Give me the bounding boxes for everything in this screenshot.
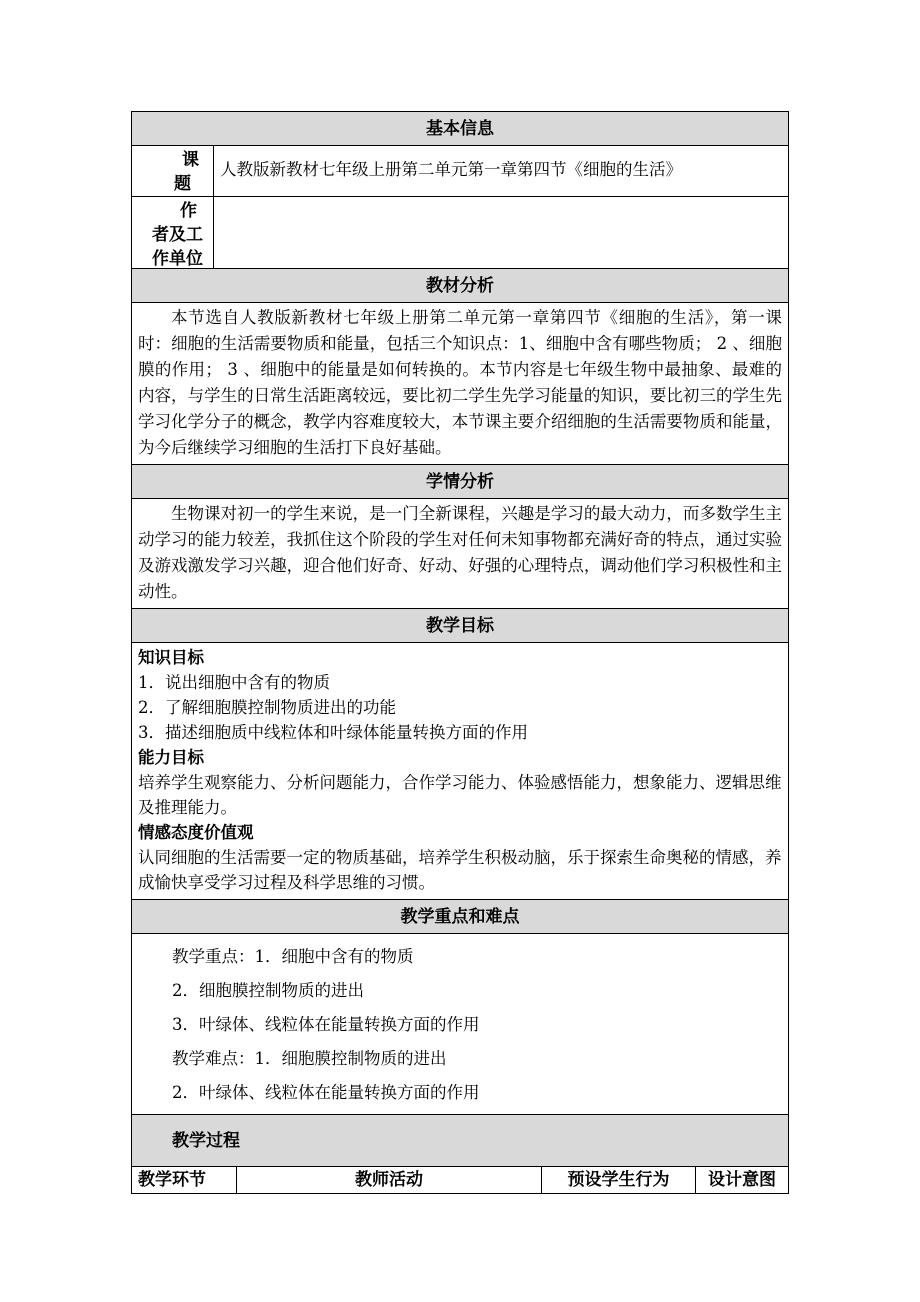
teaching-goals [132,643,788,900]
emotion-goals-text: 认同细胞的生活需要一定的物质基础，培养学生积极动脑，乐于探索生命奥秘的情感，养成愉快享受学习过程及科学思维的习惯。 [138,848,782,892]
textbook-analysis-text: 本节选自人教版新教材七年级上册第二单元第一章第四节《细胞的生活》，第一课时：细胞的生活需要物质和能量，包括三个知识点：1、细胞中含有哪些物质； 2 、细胞膜的作用； 3 、细胞中的能量是如何转换的。本节内容是七年级生物中最抽象、最难的内容，与学生的日常生活距离较远，要比初二学生先学习能量的知识，要比初三的学生先学习化学分子的概念，教学内容难度较大，本节课主要介绍细胞的生活需要物质和能量，为今后继续学习细胞的生活打下良好基础。 [132,303,788,465]
section-header-process: 教学过程 [132,1115,788,1167]
section-header-goals: 教学目标 [132,609,788,643]
topic-label: 课 题 [132,146,214,196]
knowledge-goal-item: 3．描述细胞质中线粒体和叶绿体能量转换方面的作用 [138,723,528,742]
key-point-line: 3．叶绿体、线粒体在能量转换方面的作用 [172,1015,480,1034]
ability-goals-title: 能力目标 [138,748,204,767]
difficult-point-line: 教学难点：1．细胞膜控制物质的进出 [172,1049,447,1068]
section-header-basic-info: 基本信息 [132,112,788,146]
topic-row [132,146,788,197]
emotion-goals-title: 情感态度价值观 [138,823,254,842]
knowledge-goal-item: 1．说出细胞中含有的物质 [138,673,330,692]
column-header-student: 预设学生行为 [542,1167,696,1193]
author-value [214,197,788,268]
column-header-teacher: 教师活动 [237,1167,542,1193]
section-header-textbook: 教材分析 [132,269,788,303]
section-header-students: 学情分析 [132,465,788,499]
column-header-intent: 设计意图 [708,1170,776,1190]
knowledge-goal-item: 2．了解细胞膜控制物质进出的功能 [138,698,396,717]
author-row [132,197,788,269]
key-and-difficult-points [132,934,788,1115]
student-analysis-text: 生物课对初一的学生来说，是一门全新课程，兴趣是学习的最大动力，而多数学生主动学习的能力较差，我抓住这个阶段的学生对任何未知事物都充满好奇的特点，通过实验及游戏激发学习兴趣，迎合他们好奇、好动、好强的心理特点，调动他们学习积极性和主动性。 [132,499,788,609]
topic-value: 人教版新教材七年级上册第二单元第一章第四节《细胞的生活》 [220,160,682,179]
column-header-stage: 教学环节 [132,1167,237,1193]
difficult-point-line: 2．叶绿体、线粒体在能量转换方面的作用 [172,1083,480,1102]
ability-goals-text: 培养学生观察能力、分析问题能力，合作学习能力、体验感悟能力，想象能力、逻辑思维及推理能力。 [138,773,782,817]
key-point-line: 2．细胞膜控制物质的进出 [172,981,364,1000]
lesson-plan-table [131,111,789,1194]
process-column-headers [132,1167,788,1193]
section-header-keypoints: 教学重点和难点 [132,900,788,934]
author-label: 作 者及工 作单位 [132,197,214,268]
knowledge-goals-title: 知识目标 [138,648,204,667]
key-point-line: 教学重点：1．细胞中含有的物质 [172,947,414,966]
